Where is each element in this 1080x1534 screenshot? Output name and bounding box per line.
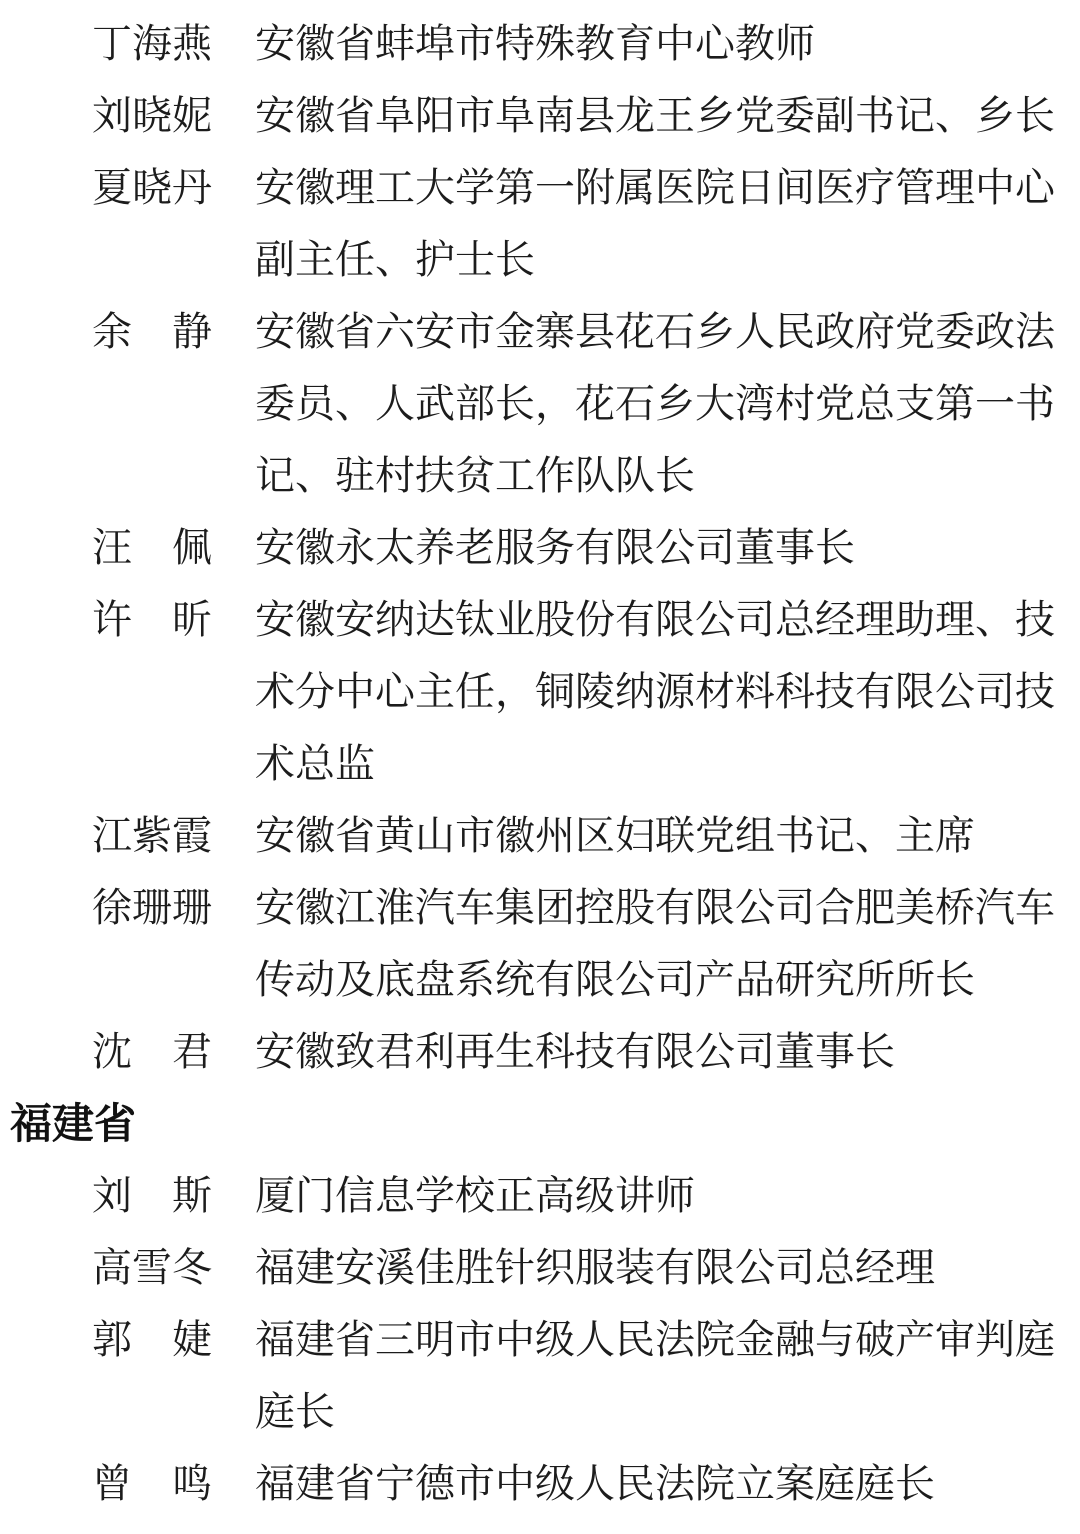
honoree-name: 夏晓丹 [92, 165, 212, 210]
honoree-name: 丁海燕 [92, 21, 212, 66]
section-header-fujian: 福建省 [10, 1100, 137, 1147]
honoree-name: 沈 君 [92, 1029, 212, 1074]
honoree-entry [0, 1232, 1080, 1304]
honoree-entry [0, 800, 1080, 872]
honoree-title: 福建省宁德市中级人民法院立案庭庭长 [255, 1461, 935, 1506]
honoree-entry [0, 152, 1080, 296]
honoree-name: 余 静 [92, 309, 212, 354]
honoree-entry [0, 1304, 1080, 1448]
honoree-name: 许 昕 [92, 597, 212, 642]
honoree-entry [0, 1160, 1080, 1232]
honoree-title: 安徽致君利再生科技有限公司董事长 [255, 1029, 895, 1074]
honoree-title: 安徽永太养老服务有限公司董事长 [255, 525, 855, 570]
honoree-title: 福建省三明市中级人民法院金融与破产审判庭庭长 [255, 1317, 1055, 1434]
honoree-name: 刘 斯 [92, 1173, 212, 1218]
honoree-name: 江紫霞 [92, 813, 212, 858]
honoree-title: 安徽理工大学第一附属医院日间医疗管理中心副主任、护士长 [255, 165, 1055, 282]
honoree-name: 郭 婕 [92, 1317, 212, 1362]
honoree-name: 刘晓妮 [92, 93, 212, 138]
honoree-title: 厦门信息学校正高级讲师 [255, 1173, 695, 1218]
honoree-title: 安徽省蚌埠市特殊教育中心教师 [255, 21, 815, 66]
honoree-entry [0, 8, 1080, 80]
honoree-entry [0, 80, 1080, 152]
honoree-entry [0, 1448, 1080, 1520]
honoree-name: 汪 佩 [92, 525, 212, 570]
honoree-entry [0, 872, 1080, 1016]
honoree-title: 安徽省六安市金寨县花石乡人民政府党委政法委员、人武部长，花石乡大湾村党总支第一书记、驻村扶贫工作队队长 [255, 309, 1055, 498]
honoree-title: 安徽省阜阳市阜南县龙王乡党委副书记、乡长 [255, 93, 1055, 138]
honoree-entry [0, 296, 1080, 512]
honoree-entry [0, 584, 1080, 800]
honoree-entry [0, 1016, 1080, 1088]
honoree-name: 曾 鸣 [92, 1461, 212, 1506]
honoree-title: 安徽江淮汽车集团控股有限公司合肥美桥汽车传动及底盘系统有限公司产品研究所所长 [255, 885, 1055, 1002]
honoree-entry [0, 512, 1080, 584]
honoree-title: 安徽安纳达钛业股份有限公司总经理助理、技术分中心主任，铜陵纳源材料科技有限公司技术总监 [255, 597, 1055, 786]
honoree-name: 高雪冬 [92, 1245, 212, 1290]
honoree-name: 徐珊珊 [92, 885, 212, 930]
honoree-title: 安徽省黄山市徽州区妇联党组书记、主席 [255, 813, 975, 858]
honoree-title: 福建安溪佳胜针织服装有限公司总经理 [255, 1245, 935, 1290]
